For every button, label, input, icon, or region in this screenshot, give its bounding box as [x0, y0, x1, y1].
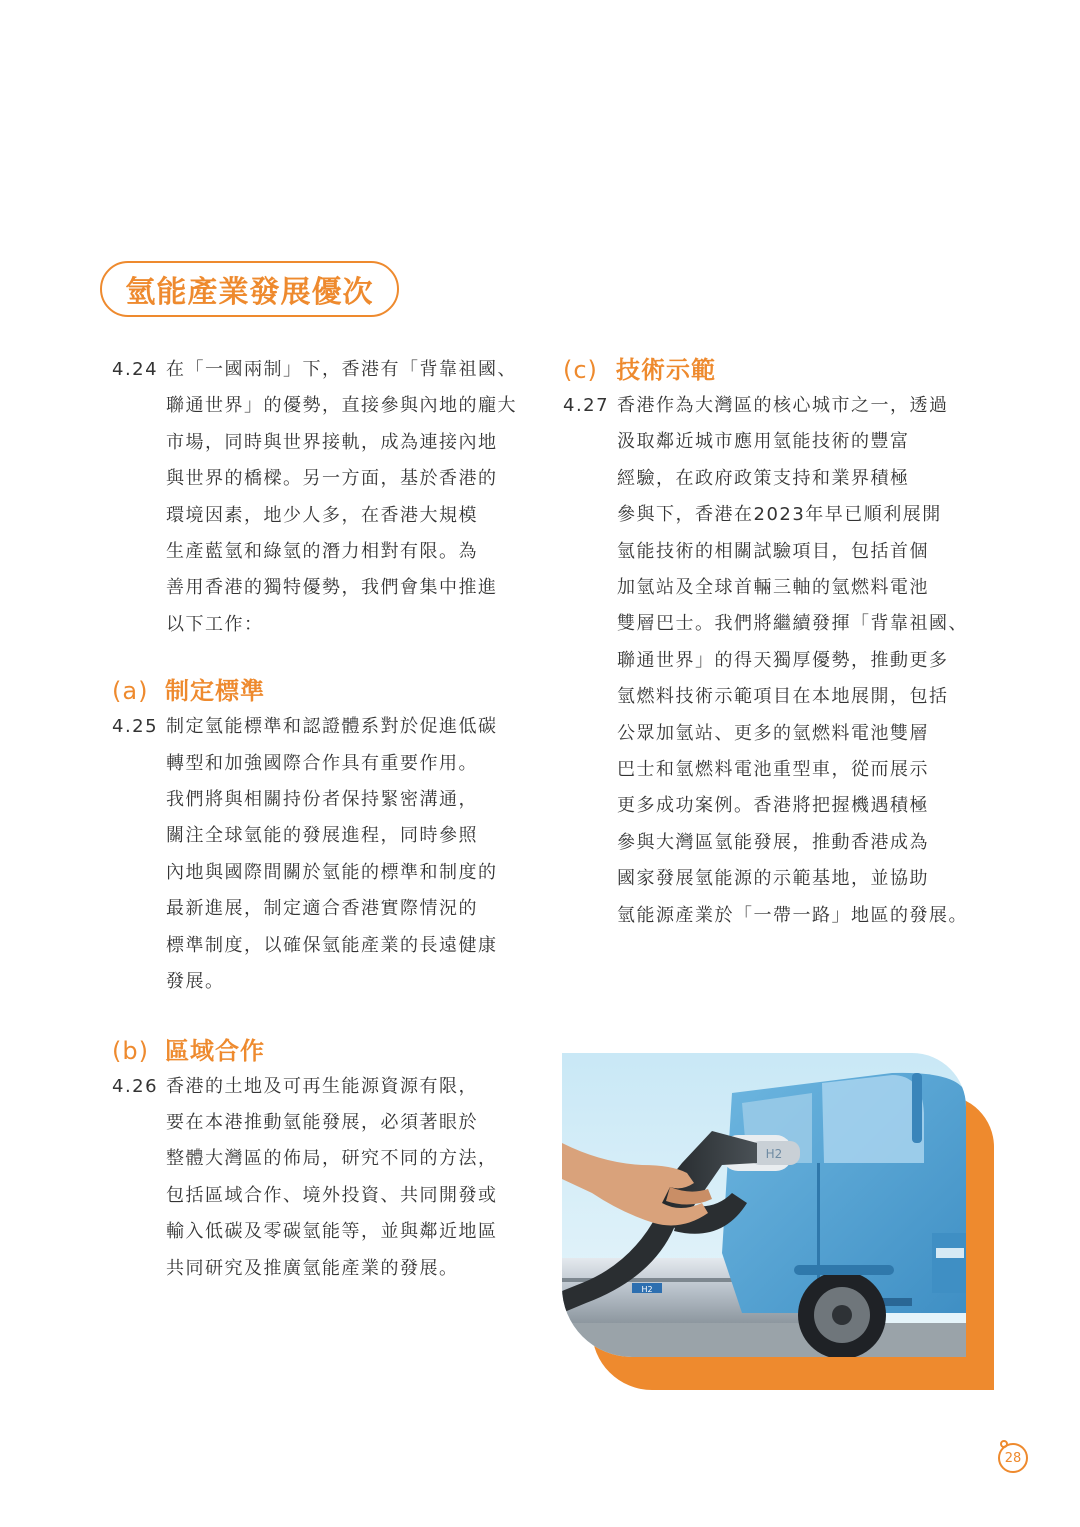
page-title: 氫能產業發展優次	[100, 261, 399, 317]
text-line: 國家發展氫能源的示範基地，並協助	[617, 868, 929, 890]
section-heading-b	[112, 1033, 522, 1069]
hydrogen-truck-refuel-photo	[562, 1053, 966, 1357]
text-line: 我們將與相關持份者保持緊密溝通，	[166, 789, 478, 811]
text-line: 雙層巴士。我們將繼續發揮「背靠祖國、	[617, 613, 968, 635]
text-line: 巴士和氫燃料電池重型車，從而展示	[617, 759, 929, 781]
paragraph-number: 4.25	[112, 716, 159, 738]
text-line: 包括區域合作、境外投資、共同開發或	[166, 1184, 498, 1206]
paragraph-4-27	[563, 388, 973, 934]
text-line: 加氫站及全球首輛三軸的氫燃料電池	[617, 577, 929, 599]
section-heading-a	[112, 673, 522, 709]
right-column	[563, 352, 973, 934]
text-line: 內地與國際間關於氫能的標準和制度的	[166, 861, 498, 883]
section-title: 區域合作	[165, 1036, 265, 1065]
nozzle-h2-label: H2	[765, 1147, 783, 1161]
text-line: 更多成功案例。香港將把握機遇積極	[617, 795, 929, 817]
text-line: 輸入低碳及零碳氫能等，並與鄰近地區	[166, 1221, 498, 1243]
paragraph-number: 4.26	[112, 1075, 159, 1097]
text-line: 汲取鄰近城市應用氫能技術的豐富	[617, 431, 910, 453]
text-line: 參與下，香港在2023年早已順利展開	[617, 504, 942, 526]
text-line: 聯通世界」的得天獨厚優勢，推動更多	[617, 649, 949, 671]
text-line: 整體大灣區的佈局，研究不同的方法，	[166, 1148, 498, 1170]
section-letter: (c)	[563, 356, 598, 384]
text-line: 善用香港的獨特優勢，我們會集中推進	[166, 577, 498, 599]
paragraph-4-25	[112, 709, 522, 1000]
paragraph-text	[166, 1069, 522, 1287]
text-line: 氫燃料技術示範項目在本地展開，包括	[617, 686, 949, 708]
text-line: 聯通世界」的優勢，直接參與內地的龐大	[166, 395, 517, 417]
paragraph-4-26	[112, 1069, 522, 1287]
text-line: 要在本港推動氫能發展，必須著眼於	[166, 1111, 478, 1133]
text-line: 公眾加氫站、更多的氫燃料電池雙層	[617, 722, 929, 744]
paragraph-text	[166, 352, 522, 643]
text-line: 標準制度，以確保氫能產業的長遠健康	[166, 934, 498, 956]
text-line: 氫能源產業於「一帶一路」地區的發展。	[617, 904, 968, 926]
text-line: 以下工作：	[166, 613, 264, 635]
text-line: 轉型和加強國際合作具有重要作用。	[166, 752, 478, 774]
paragraph-number: 4.27	[563, 395, 610, 416]
text-line: 香港作為大灣區的核心城市之一，透過	[617, 395, 949, 416]
paragraph-4-24	[112, 352, 522, 643]
tank-h2-label: H2	[641, 1285, 653, 1294]
section-letter: (a)	[112, 677, 149, 706]
text-line: 在「一國兩制」下，香港有「背靠祖國、	[166, 359, 517, 380]
paragraph-text	[166, 709, 522, 1000]
text-line: 環境因素，地少人多，在香港大規模	[166, 504, 478, 526]
text-line: 氫能技術的相關試驗項目，包括首個	[617, 540, 929, 562]
left-column	[112, 352, 522, 1287]
text-line: 經驗，在政府政策支持和業界積極	[617, 467, 910, 489]
paragraph-text	[617, 388, 973, 934]
text-line: 制定氫能標準和認證體系對於促進低碳	[166, 716, 498, 738]
photo-block	[562, 1053, 994, 1390]
section-letter: (b)	[112, 1036, 149, 1065]
section-heading-c	[563, 352, 973, 388]
page-number: 28	[998, 1443, 1028, 1473]
section-title: 制定標準	[165, 677, 265, 706]
text-line: 生產藍氫和綠氫的潛力相對有限。為	[166, 541, 478, 563]
section-title: 技術示範	[616, 356, 716, 384]
text-line: 最新進展，制定適合香港實際情況的	[166, 898, 478, 920]
text-line: 市場，同時與世界接軌，成為連接內地	[166, 431, 498, 453]
text-line: 共同研究及推廣氫能產業的發展。	[166, 1257, 459, 1279]
paragraph-number: 4.24	[112, 359, 159, 380]
text-line: 香港的土地及可再生能源資源有限，	[166, 1075, 478, 1097]
text-line: 參與大灣區氫能發展，推動香港成為	[617, 831, 929, 853]
text-line: 關注全球氫能的發展進程，同時參照	[166, 825, 478, 847]
text-line: 發展。	[166, 971, 225, 993]
text-line: 與世界的橋樑。另一方面，基於香港的	[166, 468, 498, 490]
